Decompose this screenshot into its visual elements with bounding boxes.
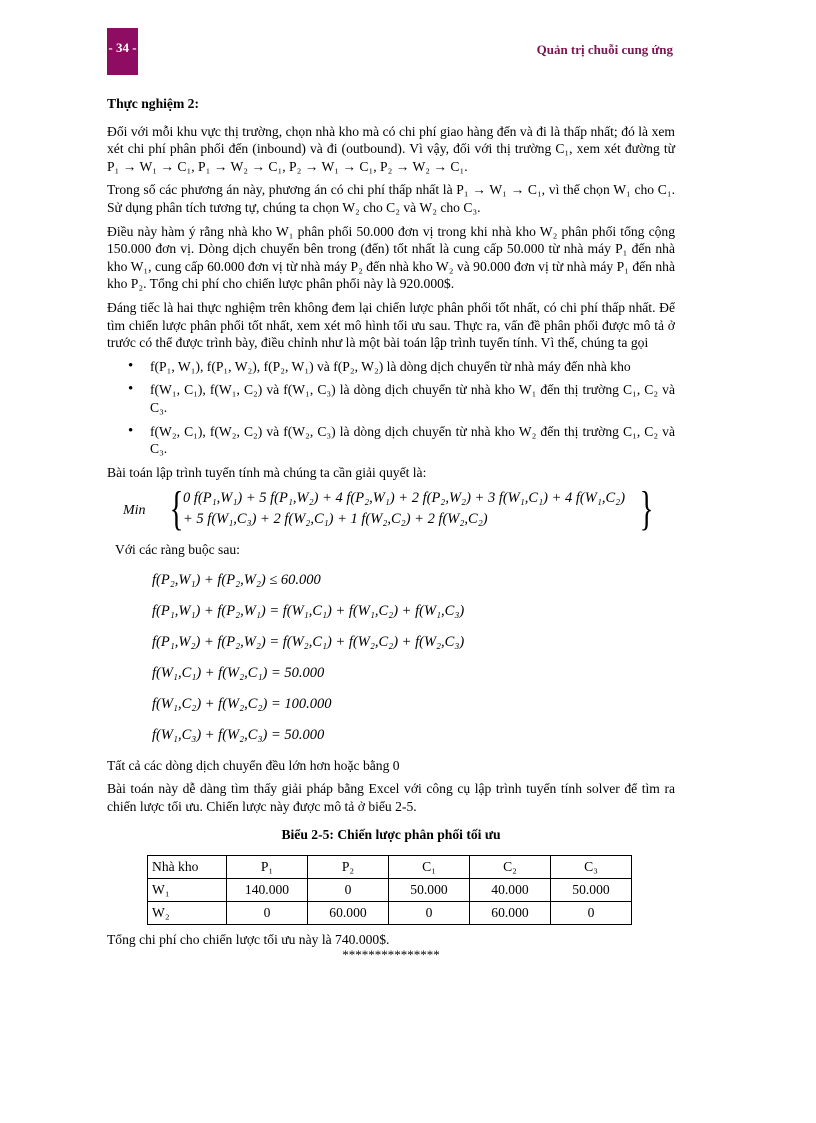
paragraph-2: Trong số các phương án này, phương án có chi phí thấp nhất là P₁ → W₁ → C₁, vì thế chọn W₁ cho C₁. Sử dụng phân tích tương tự, chúng ta chọn W₂ cho C₂ và W₂ cho C₃. [107, 182, 675, 215]
paragraph-3: Điều này hàm ý rằng nhà kho W₁ phân phối 50.000 đơn vị trong khi nhà kho W₂ phân phối tổng cộng 150.000 đơn vị. Dòng dịch chuyển bên trong (đến) tốt nhất là cung cấp 50.000 từ nhà máy P₁ đến nhà kho W₁, cung cấp 60.000 đơn vị từ nhà máy P₂ đến nhà kho W₂ và 90.000 đơn vị từ nhà máy P₁ đến nhà kho P₂. Tổng chi phí cho chiến lược phân phối này là 920.000$. [107, 223, 675, 292]
bullet-item: • f(P₁, W₁), f(P₁, W₂), f(P₂, W₁) và f(P₂, W₂) là dòng dịch chuyển từ nhà máy đến nhà kho [150, 358, 675, 376]
left-brace: { [169, 482, 184, 536]
table-cell: 140.000 [227, 879, 308, 902]
table-cell: 60.000 [470, 902, 551, 925]
table-header-cell: C₁ [389, 856, 470, 879]
objective-line-2: + 5 f(W₁,C₃) + 2 f(W₂,C₁) + 1 f(W₂,C₂) + 2 f(W₂,C₂) [183, 511, 488, 528]
bullet-item: • f(W₁, C₁), f(W₁, C₂) và f(W₁, C₃) là dòng dịch chuyển từ nhà kho W₁ đến thị trường C₁, C₂ và C₃. [150, 381, 675, 416]
table-header-cell: P₁ [227, 856, 308, 879]
objective-function [107, 482, 675, 537]
non-negativity-text: Tất cả các dòng dịch chuyển đều lớn hơn hoặc bằng 0 [107, 757, 400, 773]
optimal-strategy-table [147, 855, 632, 925]
table-header-cell: C₃ [551, 856, 632, 879]
table-header-cell: P₂ [308, 856, 389, 879]
page-content [107, 95, 675, 961]
solver-text: Bài toán này dễ dàng tìm thấy giải pháp bằng Excel với công cụ lập trình tuyến tính solver để tìm ra chiến lược tối ưu. Chiến lược này được mô tả ở biểu 2-5. [107, 781, 675, 815]
constraint-2: f(P₁,W₁) + f(P₂,W₁) = f(W₁,C₁) + f(W₁,C₂) + f(W₁,C₃) [152, 602, 465, 619]
table-cell: 50.000 [389, 879, 470, 902]
constraint-1: f(P₂,W₁) + f(P₂,W₂) ≤ 60.000 [152, 571, 321, 588]
table-header-cell: Nhà kho [148, 856, 227, 879]
constraint-4: f(W₁,C₁) + f(W₂,C₁) = 50.000 [152, 664, 325, 681]
total-cost-text: Tổng chi phí cho chiến lược tối ưu này là 740.000$. [107, 932, 390, 948]
constraint-6: f(W₁,C₃) + f(W₂,C₃) = 50.000 [152, 726, 325, 743]
constraints-block [107, 565, 675, 751]
lp-intro: Bài toán lập trình tuyến tính mà chúng ta cần giải quyết là: [107, 464, 427, 480]
table-cell: 0 [308, 879, 389, 902]
table-caption: Biểu 2-5: Chiến lược phân phối tối ưu [281, 826, 501, 842]
constraint-5: f(W₁,C₂) + f(W₂,C₂) = 100.000 [152, 695, 332, 712]
table-header-cell: C₂ [470, 856, 551, 879]
right-brace: } [639, 482, 654, 536]
table-row [148, 879, 632, 902]
running-header-title: Quản trị chuỗi cung ứng [536, 42, 673, 57]
table-cell: 0 [227, 902, 308, 925]
section-end-stars: *************** [342, 946, 440, 962]
constraints-intro: Với các ràng buộc sau: [115, 542, 240, 558]
section-title: Thực nghiệm 2: [107, 96, 199, 111]
paragraph-4: Đáng tiếc là hai thực nghiệm trên không đem lại chiến lược phân phối tốt nhất, có chi phí thấp nhất. Để tìm chiến lược phân phối tốt nhất, xem xét mô hình tối ưu sau. Thực ra, vấn đề phân phối được mô tả ở trước có thể được trình bày, điều chỉnh như là một bài toán lập trình tuyến tính. Vì thế, chúng ta gọi [107, 299, 675, 351]
bullet-list [107, 358, 675, 458]
min-label: Min [123, 503, 146, 519]
page-number-badge: - 34 - [107, 28, 138, 75]
table-cell: 60.000 [308, 902, 389, 925]
bullet-item: • f(W₂, C₁), f(W₂, C₂) và f(W₂, C₃) là dòng dịch chuyển từ nhà kho W₂ đến thị trường C₁, C₂ và C₃. [150, 423, 675, 458]
objective-line-1: 0 f(P₁,W₁) + 5 f(P₁,W₂) + 4 f(P₂,W₁) + 2 f(P₂,W₂) + 3 f(W₁,C₁) + 4 f(W₁,C₂) [183, 490, 626, 507]
table-header-row [148, 856, 632, 879]
table-cell: 40.000 [470, 879, 551, 902]
table-cell: W₁ [148, 879, 227, 902]
table-cell: 0 [551, 902, 632, 925]
constraint-3: f(P₁,W₂) + f(P₂,W₂) = f(W₂,C₁) + f(W₂,C₂) + f(W₂,C₃) [152, 633, 465, 650]
table-row [148, 902, 632, 925]
table-cell: 50.000 [551, 879, 632, 902]
table-cell: 0 [389, 902, 470, 925]
table-cell: W₂ [148, 902, 227, 925]
paragraph-1: Đối với mỗi khu vực thị trường, chọn nhà kho mà có chi phí giao hàng đến và đi là thấp nhất; đó là xem xét chi phí phân phối đến (inbound) và đi (outbound). Vì vậy, đối với thị trường C₁, xem xét đường từ P₁ → W₁ → C₁, P₁ → W₂ → C₁, P₂ → W₁ → C₁, P₂ → W₂ → C₁. [107, 123, 675, 174]
